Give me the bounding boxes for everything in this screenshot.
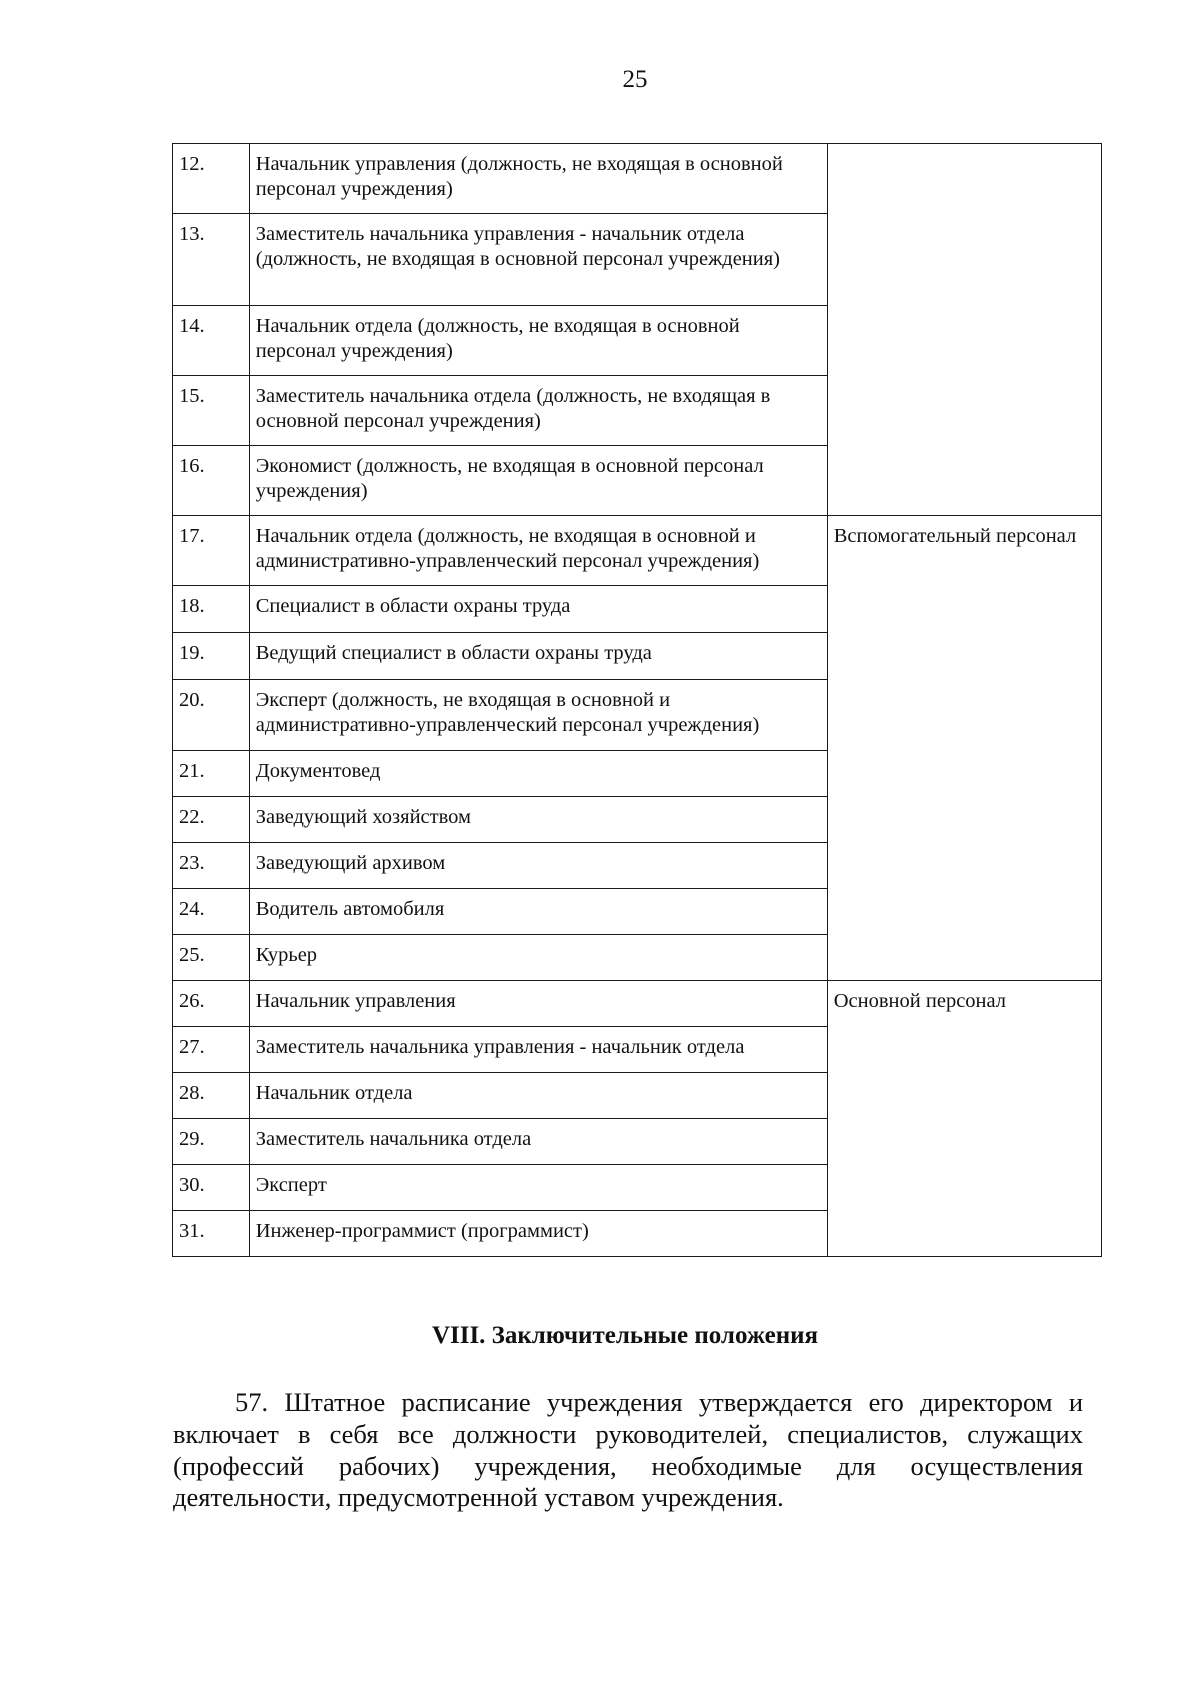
position-name: Начальник управления xyxy=(249,981,827,1027)
position-name: Ведущий специалист в области охраны труда xyxy=(249,633,827,680)
position-name: Заместитель начальника управления - начальник отдела (должность, не входящая в основной персонал учреждения) xyxy=(249,214,827,306)
position-name: Начальник отдела xyxy=(249,1073,827,1119)
row-number: 26. xyxy=(173,981,250,1027)
row-number: 29. xyxy=(173,1119,250,1165)
row-number: 23. xyxy=(173,843,250,889)
row-number: 16. xyxy=(173,446,250,516)
row-number: 14. xyxy=(173,306,250,376)
position-name: Эксперт xyxy=(249,1165,827,1211)
position-name: Начальник отдела (должность, не входящая в основной и административно-управленческий персонал учреждения) xyxy=(249,516,827,586)
position-name: Экономист (должность, не входящая в основной персонал учреждения) xyxy=(249,446,827,516)
row-number: 20. xyxy=(173,680,250,751)
row-number: 18. xyxy=(173,586,250,633)
table-row xyxy=(173,144,1102,214)
row-number: 15. xyxy=(173,376,250,446)
row-number: 12. xyxy=(173,144,250,214)
position-name: Заведующий архивом xyxy=(249,843,827,889)
row-number: 17. xyxy=(173,516,250,586)
position-name: Заведующий хозяйством xyxy=(249,797,827,843)
row-number: 13. xyxy=(173,214,250,306)
position-name: Начальник отдела (должность, не входящая в основной персонал учреждения) xyxy=(249,306,827,376)
row-number: 21. xyxy=(173,751,250,797)
position-name: Заместитель начальника отдела xyxy=(249,1119,827,1165)
position-name: Инженер-программист (программист) xyxy=(249,1211,827,1257)
row-number: 27. xyxy=(173,1027,250,1073)
staff-positions-table xyxy=(172,143,1102,1257)
position-name: Эксперт (должность, не входящая в основной и административно-управленческий персонал учреждения) xyxy=(249,680,827,751)
table-row xyxy=(173,981,1102,1027)
category-cell-empty xyxy=(827,144,1101,516)
row-number: 25. xyxy=(173,935,250,981)
section-title: VIII. Заключительные положения xyxy=(431,1322,819,1349)
position-name: Специалист в области охраны труда xyxy=(249,586,827,633)
position-name: Документовед xyxy=(249,751,827,797)
row-number: 19. xyxy=(173,633,250,680)
page-number: 25 xyxy=(622,66,648,93)
category-auxiliary: Вспомогательный персонал xyxy=(827,516,1101,981)
position-name: Заместитель начальника управления - начальник отдела xyxy=(249,1027,827,1073)
row-number: 28. xyxy=(173,1073,250,1119)
row-number: 31. xyxy=(173,1211,250,1257)
position-name: Начальник управления (должность, не входящая в основной персонал учреждения) xyxy=(249,144,827,214)
position-name: Заместитель начальника отдела (должность, не входящая в основной персонал учреждения) xyxy=(249,376,827,446)
row-number: 30. xyxy=(173,1165,250,1211)
row-number: 22. xyxy=(173,797,250,843)
table-row xyxy=(173,516,1102,586)
category-main: Основной персонал xyxy=(827,981,1101,1257)
position-name: Водитель автомобиля xyxy=(249,889,827,935)
paragraph-57: 57. Штатное расписание учреждения утверждается его директором и включает в себя все должности руководителей, специалистов, служащих (профессий рабочих) учреждения, необходимые для осуществления деятельности, предусмотренной уставом учреждения. xyxy=(173,1387,1083,1513)
position-name: Курьер xyxy=(249,935,827,981)
row-number: 24. xyxy=(173,889,250,935)
